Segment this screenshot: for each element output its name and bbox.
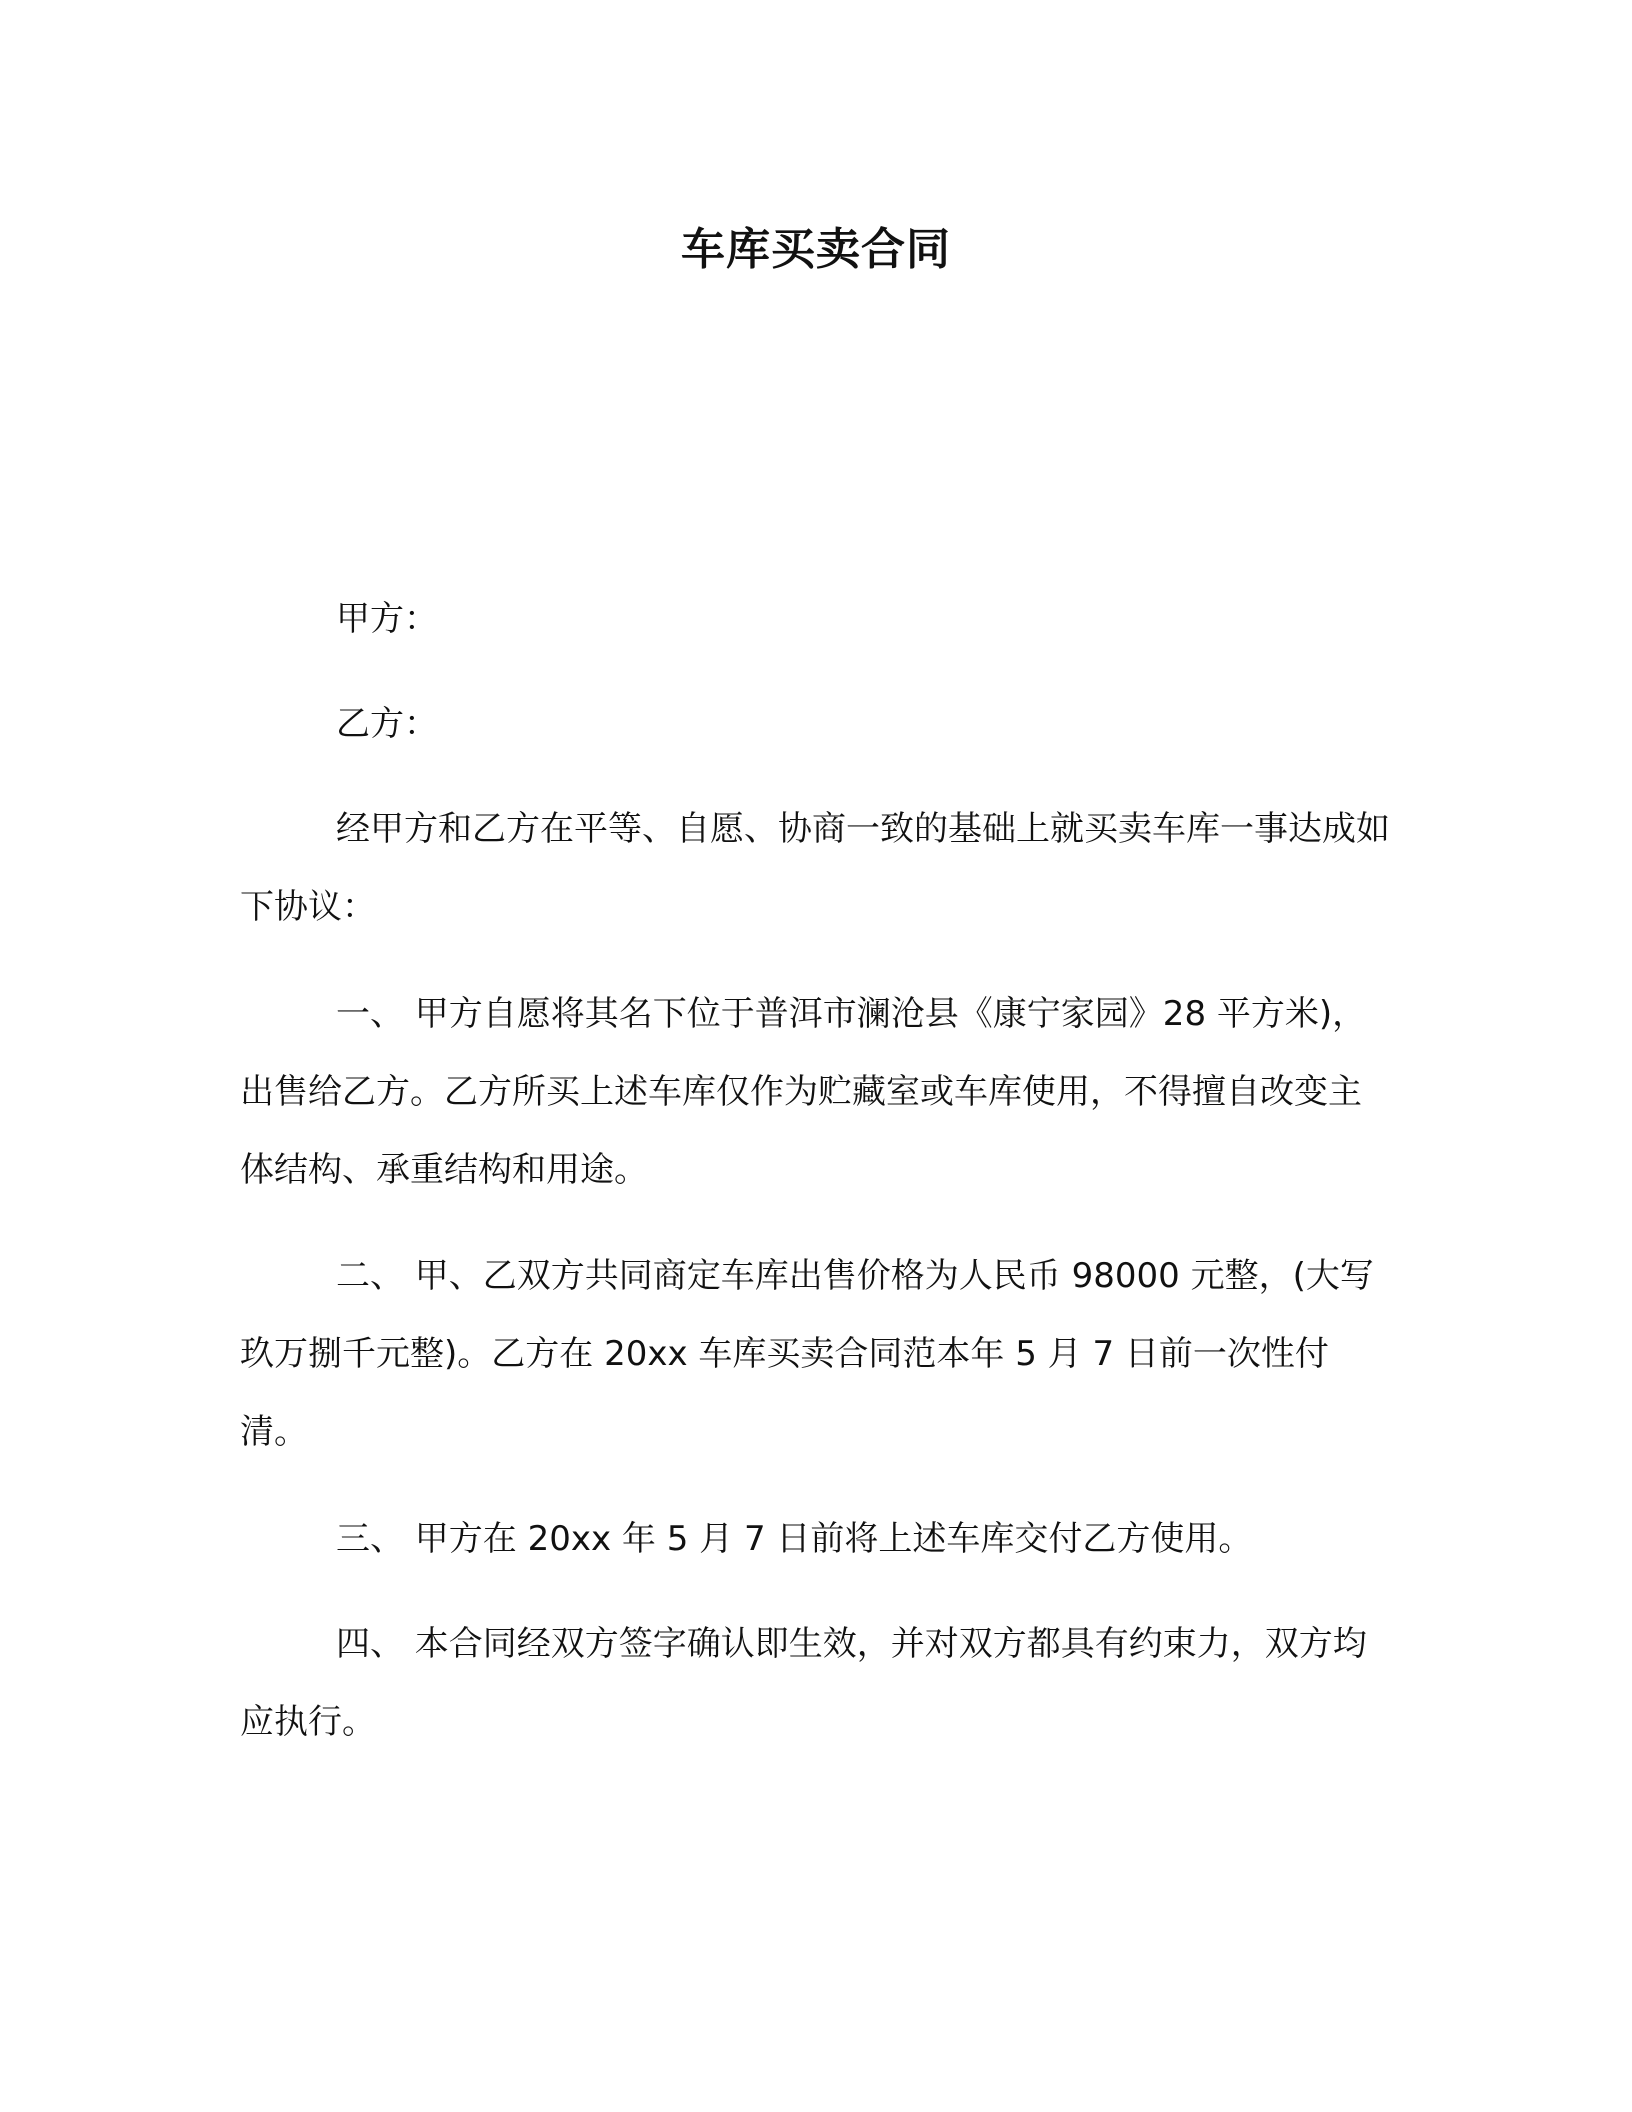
clause-2: 二、 甲、乙双方共同商定车库出售价格为人民币 98000 元整，(大写玖万捌千元整)。乙方在 20xx 车库买卖合同范本年 5 月 7 日前一次性付清。	[240, 1256, 1374, 1452]
clause-1: 一、 甲方自愿将其名下位于普洱市澜沧县《康宁家园》28 平方米)，出售给乙方。乙方所买上述车库仅作为贮藏室或车库使用，不得擅自改变主体结构、承重结构和用途。	[240, 994, 1367, 1190]
party-a-label: 甲方：	[336, 599, 438, 639]
clause-3: 三、 甲方在 20xx 年 5 月 7 日前将上述车库交付乙方使用。	[336, 1519, 1253, 1559]
intro-paragraph: 经甲方和乙方在平等、自愿、协商一致的基础上就买卖车库一事达成如下协议：	[240, 809, 1390, 927]
clause-4: 四、 本合同经双方签字确认即生效，并对双方都具有约束力，双方均应执行。	[240, 1624, 1367, 1742]
party-b-label: 乙方：	[336, 704, 438, 744]
document-title: 车库买卖合同	[681, 224, 951, 275]
